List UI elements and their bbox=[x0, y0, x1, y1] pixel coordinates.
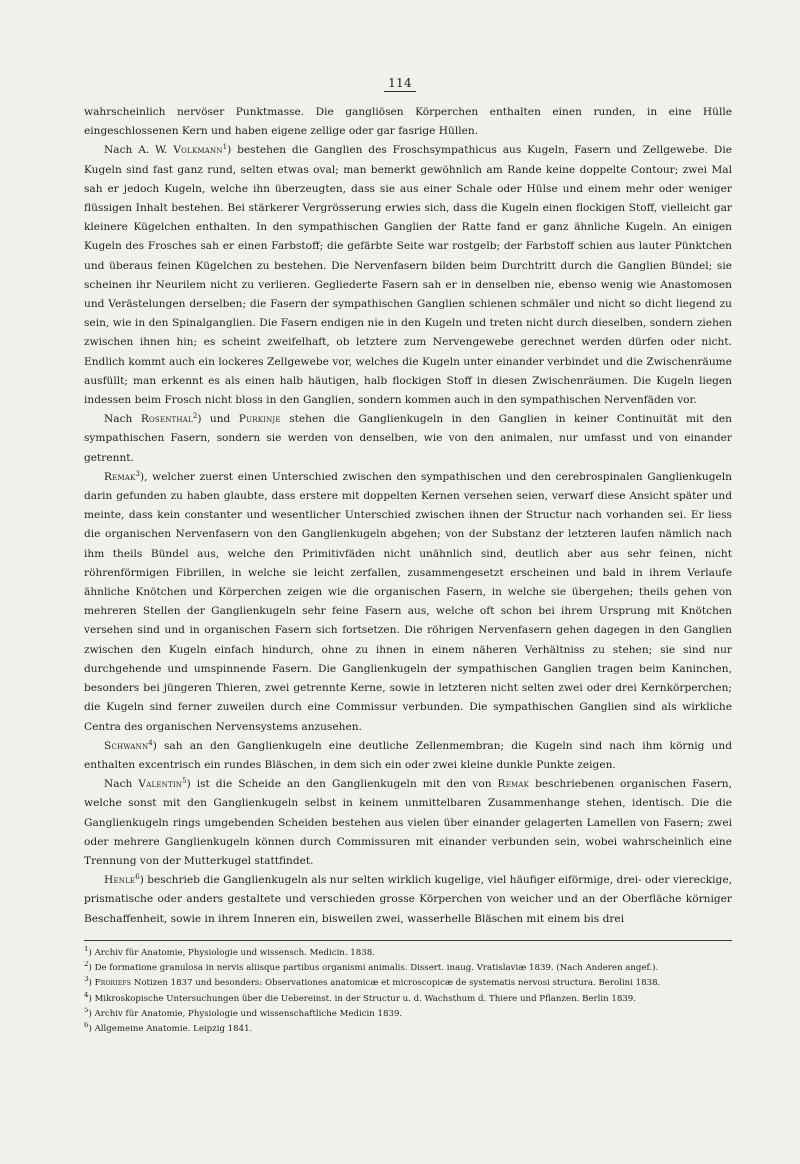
page-number: 114 bbox=[0, 76, 800, 90]
text-run: ) beschrieb die Ganglienkugeln als nur selten wirklich kugelige, viel häufiger eiförmige, drei- oder viereckige, prismatische oder anders gestaltete und verschieden grosse Körperchen von weicher und an der Oberfläche körniger Beschaffenheit, sowie in ihrem Inneren ein, bisweilen zwei, wasserhelle Bläschen mit einem bis drei bbox=[84, 874, 732, 925]
paragraph bbox=[84, 468, 732, 737]
text-run: Archiv für Anatomie, Physiologie und wissensch. Medicin. 1838. bbox=[94, 948, 375, 958]
text-run: ) und bbox=[197, 413, 239, 426]
author-name: Henle bbox=[104, 874, 136, 887]
footnote-ref: 1 bbox=[222, 143, 228, 152]
text-run: Archiv für Anatomie, Physiologie und wissenschaftliche Medicin 1839. bbox=[94, 1008, 403, 1019]
author-name: Froriefs bbox=[94, 978, 132, 989]
author-name: Volkmann bbox=[173, 144, 223, 157]
footnote-mark: 4 bbox=[84, 991, 89, 999]
text-run: Allgemeine Anatomie. Leipzig 1841. bbox=[94, 1024, 253, 1035]
footnote-mark-paren: ) bbox=[88, 993, 95, 1004]
author-name: Remak bbox=[104, 470, 136, 483]
footnote-mark-paren: ) bbox=[88, 948, 95, 958]
footnote-mark-paren: ) bbox=[88, 1008, 95, 1019]
text-run: Nach bbox=[104, 778, 139, 791]
footnotes bbox=[84, 946, 732, 1037]
paragraph bbox=[84, 141, 732, 410]
author-name: Valentin bbox=[138, 778, 183, 791]
text-run: ) bestehen die Ganglien des Froschsympathicus aus Kugeln, Fasern und Zellgewebe. Die Kugeln sind fast ganz rund, selten etwas oval; man bemerkt gewöhnlich am Rande keine doppelte Contour; zwei Mal sah er jedoch Kugeln, welche ihn überzeugten, dass sie aus einer Schale oder Hülse und einem mehr oder weniger flüssigen Inhalt bestehen. Bei stärkerer Vergrösserung erwies sich, dass die Kugeln einen flockigen Stoff, vielleicht gar kleinere Kügelchen enthalten. In den sympathischen Ganglien der Ratte fand er ganz ähnliche Kugeln. An einigen Kugeln des Frosches sah er einen Farbstoff; die gefärbte Seite war rostgelb; der Farbstoff schien aus lauter Pünktchen und überaus feinen Kügelchen zu bestehen. Die Nervenfasern bilden beim Durchtritt durch die Ganglien Bündel; sie scheinen ihr Neurilem nicht zu verlieren. Gegliederte Fasern sah er in denselben nie, ebenso wenig wie Anastomosen und Verästelungen derselben; die Fasern der sympathischen Ganglien schienen schmäler und nicht so dicht liegend zu sein, wie in den Spinalganglien. Die Fasern endigen nie in den Kugeln und treten nicht durch dieselben, sondern ziehen zwischen ihnen hin; es scheint zweifelhaft, ob letztere zum Nervengewebe gerechnet werden dürfen oder nicht. Endlich kommt auch ein lockeres Zellgewebe vor, welches die Kugeln unter einander verbindet und die Zwischenräume ausfüllt; man erkennt es als einen halb häutigen, halb flockigen Stoff in diesen Zwischenräumen. Die Kugeln liegen indessen beim Frosch nicht bloss in den Ganglien, sondern kommen auch in den sympathischen Nervenfäden vor. bbox=[84, 144, 732, 407]
text-run: ), welcher zuerst einen Unterschied zwischen den sympathischen und den cerebrospinalen Ganglienkugeln darin gefunden zu haben glaubte, dass erstere mit doppelten Kernen versehen seien, verwarf diese Ansicht später und meinte, dass kein constanter und wesentlicher Unterschied zwischen ihnen der Structur nach vorhanden sei. Er liess die organischen Nervenfasern von den Ganglienkugeln abgehen; von der Substanz der letzteren laufen nämlich nach ihm theils Bündel aus, welche den Primitivfäden nicht unähnlich sind, deutlich aber aus sehr feinen, nicht röhrenförmigen Fibrillen, in welche sie leicht zerfallen, zusammengesetzt erscheinen und bald in ihrem Verlaufe ähnliche Knötchen und Körperchen zeigen wie die organischen Fasern, in welche sie übergehen; theils gehen von mehreren Stellen der Ganglienkugeln sehr feine Fasern aus, welche oft schon bei ihrem Ursprung mit Knötchen versehen sind und in organischen Fasern sich fortsetzen. Die röhrigen Nervenfasern gehen dagegen in den Ganglien zwischen den Kugeln einfach hindurch, ohne zu ihnen in einem näheren Verhältniss zu stehen; sie sind nur durchgehende und umspinnende Fasern. Die Ganglienkugeln der sympathischen Ganglien tragen beim Kaninchen, besonders bei jüngeren Thieren, zwei getrennte Kerne, sowie in letzteren nicht selten zwei oder drei Kernkörperchen; die Kugeln sind ferner zuweilen durch eine Commissur verbunden. Die sympathischen Ganglien sind als wirkliche Centra des organischen Nervensystems anzusehen. bbox=[84, 470, 732, 733]
author-name: Remak bbox=[497, 778, 530, 791]
paragraph bbox=[84, 871, 732, 929]
text-run: wahrscheinlich nervöser Punktmasse. Die gangliösen Körperchen enthalten einen runden, in eine Hülle eingeschlossenen Kern und haben eigene zellige oder gar fasrige Hüllen. bbox=[84, 106, 732, 138]
footnote-mark-paren: ) bbox=[88, 1024, 95, 1035]
text-run: stehen die Ganglienkugeln in den Ganglien in keiner Continuität mit den sympathischen Fasern, sondern sie werden von denselben, wie von den animalen, nur umfasst und von einander getrennt. bbox=[84, 413, 733, 464]
footnote-mark: 3 bbox=[84, 976, 89, 984]
footnote-rule bbox=[84, 940, 732, 941]
footnote-mark: 2 bbox=[84, 961, 89, 969]
footnote-ref: 4 bbox=[148, 738, 153, 747]
footnote-mark-paren: ) bbox=[88, 963, 95, 974]
text-run: Notizen 1837 und besonders: Observationes anatomicæ et microscopicæ de systematis nervosi structura. Berolini 1838. bbox=[131, 978, 661, 989]
footnote bbox=[84, 946, 732, 961]
footnote-mark-paren: ) bbox=[88, 978, 95, 989]
footnote-mark: 6 bbox=[84, 1022, 89, 1030]
paragraph bbox=[84, 775, 732, 871]
paragraph bbox=[84, 737, 732, 775]
paragraph bbox=[84, 103, 732, 141]
paragraph bbox=[84, 410, 732, 468]
text-run: ) sah an den Ganglienkugeln eine deutliche Zellenmembran; die Kugeln sind nach ihm körnig und enthalten excentrisch ein rundes Bläschen, in dem sich ein oder zwei kleine dunkle Punkte zeigen. bbox=[84, 739, 732, 771]
footnote-ref: 6 bbox=[135, 873, 140, 882]
text-run: beschriebenen organischen Fasern, welche sonst mit den Ganglienkugeln selbst in keinem unmittelbaren Zusammenhange stehen, identisch. Die die Ganglienkugeln rings umgebenden Scheiden bestehen aus vielen über einander gelagerten Lamellen von Fasern; zwei oder mehrere Ganglienkugeln können durch Commissuren mit einander verbunden sein, wobei wahrscheinlich eine Trennung von der Mutterkugel stattfindet. bbox=[84, 778, 732, 867]
footnote-ref: 2 bbox=[192, 412, 198, 421]
footnote-mark: 5 bbox=[84, 1006, 89, 1014]
text-run: Nach A. W. bbox=[104, 144, 174, 157]
text-run: Nach bbox=[104, 413, 141, 426]
author-name: Rosenthal bbox=[140, 413, 193, 426]
main-text bbox=[84, 103, 732, 929]
text-run: ) ist die Scheide an den Ganglienkugeln mit den von bbox=[186, 778, 498, 791]
footnote bbox=[84, 961, 732, 976]
author-name: Purkinje bbox=[238, 413, 281, 426]
text-run: Mikroskopische Untersuchungen über die Uebereinst. in der Structur u. d. Wachsthum d. Thiere und Pflanzen. Berlin 1839. bbox=[94, 993, 636, 1004]
footnote-mark: 1 bbox=[84, 946, 89, 953]
author-name: Schwann bbox=[104, 739, 149, 752]
footnote bbox=[84, 992, 732, 1007]
footnote bbox=[84, 976, 732, 991]
footnote bbox=[84, 1007, 732, 1022]
text-run: De formatione granulosa in nervis aliisque partibus organismi animalis. Dissert. inaug. Vratislaviæ 1839. (Nach Anderen angef.). bbox=[94, 963, 659, 974]
footnote-ref: 3 bbox=[135, 469, 141, 478]
footnote bbox=[84, 1022, 732, 1037]
footnote-ref: 5 bbox=[182, 777, 187, 786]
